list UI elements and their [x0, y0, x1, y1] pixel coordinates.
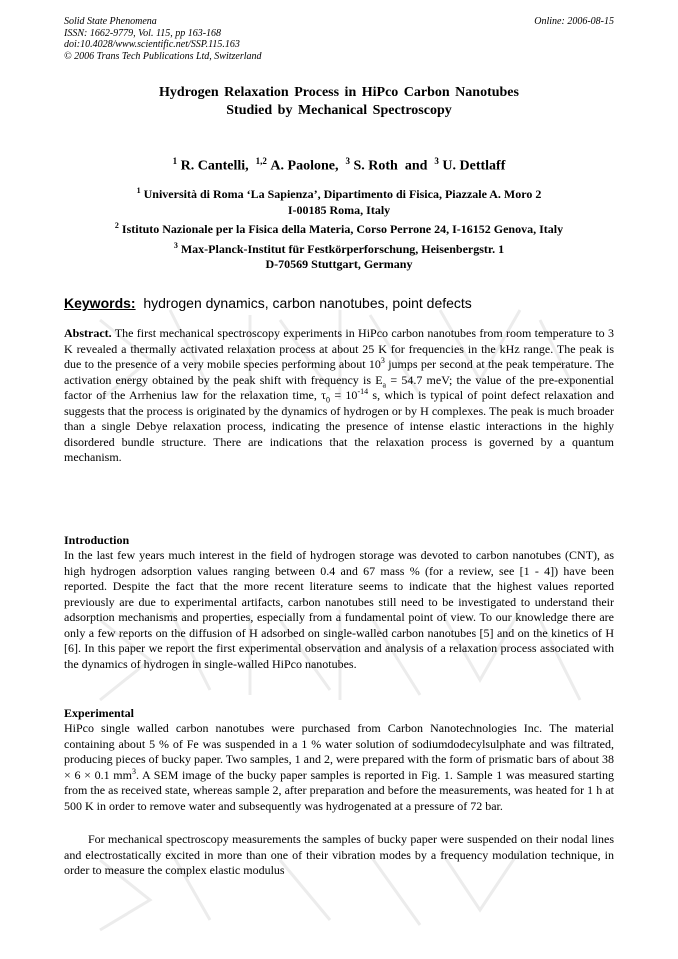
affiliation-3-sup: 3 — [173, 240, 178, 250]
journal-header — [64, 16, 262, 62]
experimental-part-1: HiPco single walled carbon nanotubes were purchased from Carbon Nanotechnologies Inc. The material containing about 5 % of Fe was suspended in a 1 % water solution of sodiumdodecylsulphate and was filtrated, producing pieces of bucky paper. Two samples, 1 and 2, were prepared with the form of prismatic bars of about 38 × 6 × 0.1 mm — [64, 721, 614, 782]
experimental-heading: Experimental — [64, 706, 134, 720]
affiliation-3-line-2: D-70569 Stuttgart, Germany — [265, 257, 413, 271]
keywords-text: hydrogen dynamics, carbon nanotubes, point defects — [143, 295, 472, 311]
introduction-heading: Introduction — [64, 533, 130, 547]
author-2: A. Paolone, — [270, 158, 339, 174]
experimental-part-2: . A SEM image of the bucky paper samples is reported in Fig. 1. Sample 1 was measured starting from the as received state, whereas sample 2, after preparation and before the measurements, was heated for 1 h at 500 K in order to remove water and subsequently was hydrogenated at a pressure of 72 bar. — [64, 767, 614, 813]
affiliation-1-sup: 1 — [136, 186, 141, 195]
author-2-sup: 1,2 — [255, 156, 267, 166]
abstract-sub-1: a — [382, 379, 387, 389]
affiliation-1 — [64, 183, 614, 203]
online-date: Online: 2006-08-15 — [534, 16, 614, 27]
title-line-2: Studied by Mechanical Spectroscopy — [226, 103, 452, 118]
author-1: R. Cantelli, — [180, 158, 249, 174]
affiliation-1-line-2: I-00185 Roma, Italy — [287, 202, 391, 217]
journal-name: Solid State Phenomena — [64, 16, 157, 27]
abstract — [64, 326, 614, 466]
author-1-sup: 1 — [172, 156, 178, 166]
affiliation-1-line-1: Università di Roma ‘La Sapienza’, Dipartimento di Fisica, Piazzale A. Moro 2 — [143, 187, 542, 201]
experimental-paragraph-2: For mechanical spectroscopy measurements the samples of bucky paper were suspended on their nodal lines and electrostatically excited in more than one of their vibration modes by a frequency modulation technique, in order to measure the complex elastic modulus — [64, 832, 614, 877]
abstract-part-3: = 54.7 meV; the value of the pre-exponential factor of the Arrhenius law for the relaxation time, τ — [64, 372, 614, 402]
copyright-line: © 2006 Trans Tech Publications Ltd, Switzerland — [64, 50, 262, 62]
abstract-label: Abstract. — [64, 326, 112, 340]
abstract-sup-2: -14 — [357, 387, 369, 396]
keywords-label: Keywords: — [64, 295, 136, 311]
affiliation-2-line-1: Istituto Nazionale per la Fisica della Materia, Corso Perrone 24, I-16152 Genova, Italy — [121, 222, 564, 236]
author-4: U. Dettlaff — [442, 158, 506, 174]
author-list — [64, 152, 614, 176]
abstract-sup-1: 3 — [380, 356, 385, 365]
author-3: S. Roth — [353, 158, 398, 174]
author-4-sup: 3 — [434, 156, 439, 166]
affiliation-2 — [64, 218, 614, 238]
abstract-part-1: The first mechanical spectroscopy experiments in HiPco carbon nanotubes from room temperature to 3 K revealed a thermally activated relaxation process at about 25 K for frequencies in the kHz range. The peak is due to the presence of a very mobile species performing about 10 — [64, 326, 614, 371]
experimental-sup-1: 3 — [131, 766, 136, 776]
affiliation-3 — [64, 238, 614, 258]
paper-title — [64, 84, 614, 120]
abstract-part-4: = 10 — [330, 388, 358, 402]
affiliation-3-line-1: Max-Planck-Institut für Festkörperforschung, Heisenbergstr. 1 — [180, 241, 505, 256]
abstract-part-5: s, which is typical of point defect relaxation and suggests that the process is originated by the dynamics of hydrogen or by H complexes. The peak is much broader than a single Debye relaxation process, indicating the presence of intense elastic interactions in the highly disordered bundle structure. There are indications that the relaxation process is governed by a quantum mechanism. — [64, 388, 614, 464]
abstract-part-2: jumps per second at the peak temperature. The activation energy obtained by the peak shift with frequency is E — [64, 357, 614, 387]
author-and: and — [404, 158, 428, 174]
affiliation-2-sup: 2 — [114, 221, 119, 230]
issn-line: ISSN: 1662-9779, Vol. 115, pp 163-168 — [64, 27, 222, 39]
affiliations — [64, 183, 614, 273]
experimental-text — [64, 721, 614, 814]
abstract-sub-2: 0 — [326, 395, 331, 405]
keywords-line — [64, 294, 614, 312]
introduction-text: In the last few years much interest in the field of hydrogen storage was devoted to carbon nanotubes (CNT), as high hydrogen adsorption values ranging between 0.4 and 67 mass % (for a review, see [1 - 4]) have been reported. Despite the fact that the more recent literature seems to indicate that the highest values reported previously are due to experimental artifacts, carbon nanotubes still need to be investigated to understand their adsorption mechanisms and properties, especially from a fundamental point of view. To our knowledge there are only a few reports on the diffusion of H adsorbed on single-walled carbon nanotubes [5] and on the kinetics of H [6]. In this paper we report the first experimental observation and analysis of a relaxation process associated with the dynamics of hydrogen in single-walled HiPco nanotubes. — [64, 548, 614, 671]
author-3-sup: 3 — [345, 156, 350, 166]
doi-line: doi:10.4028/www.scientific.net/SSP.115.163 — [64, 39, 240, 50]
title-line-1: Hydrogen Relaxation Process in HiPco Carbon Nanotubes — [159, 85, 519, 100]
